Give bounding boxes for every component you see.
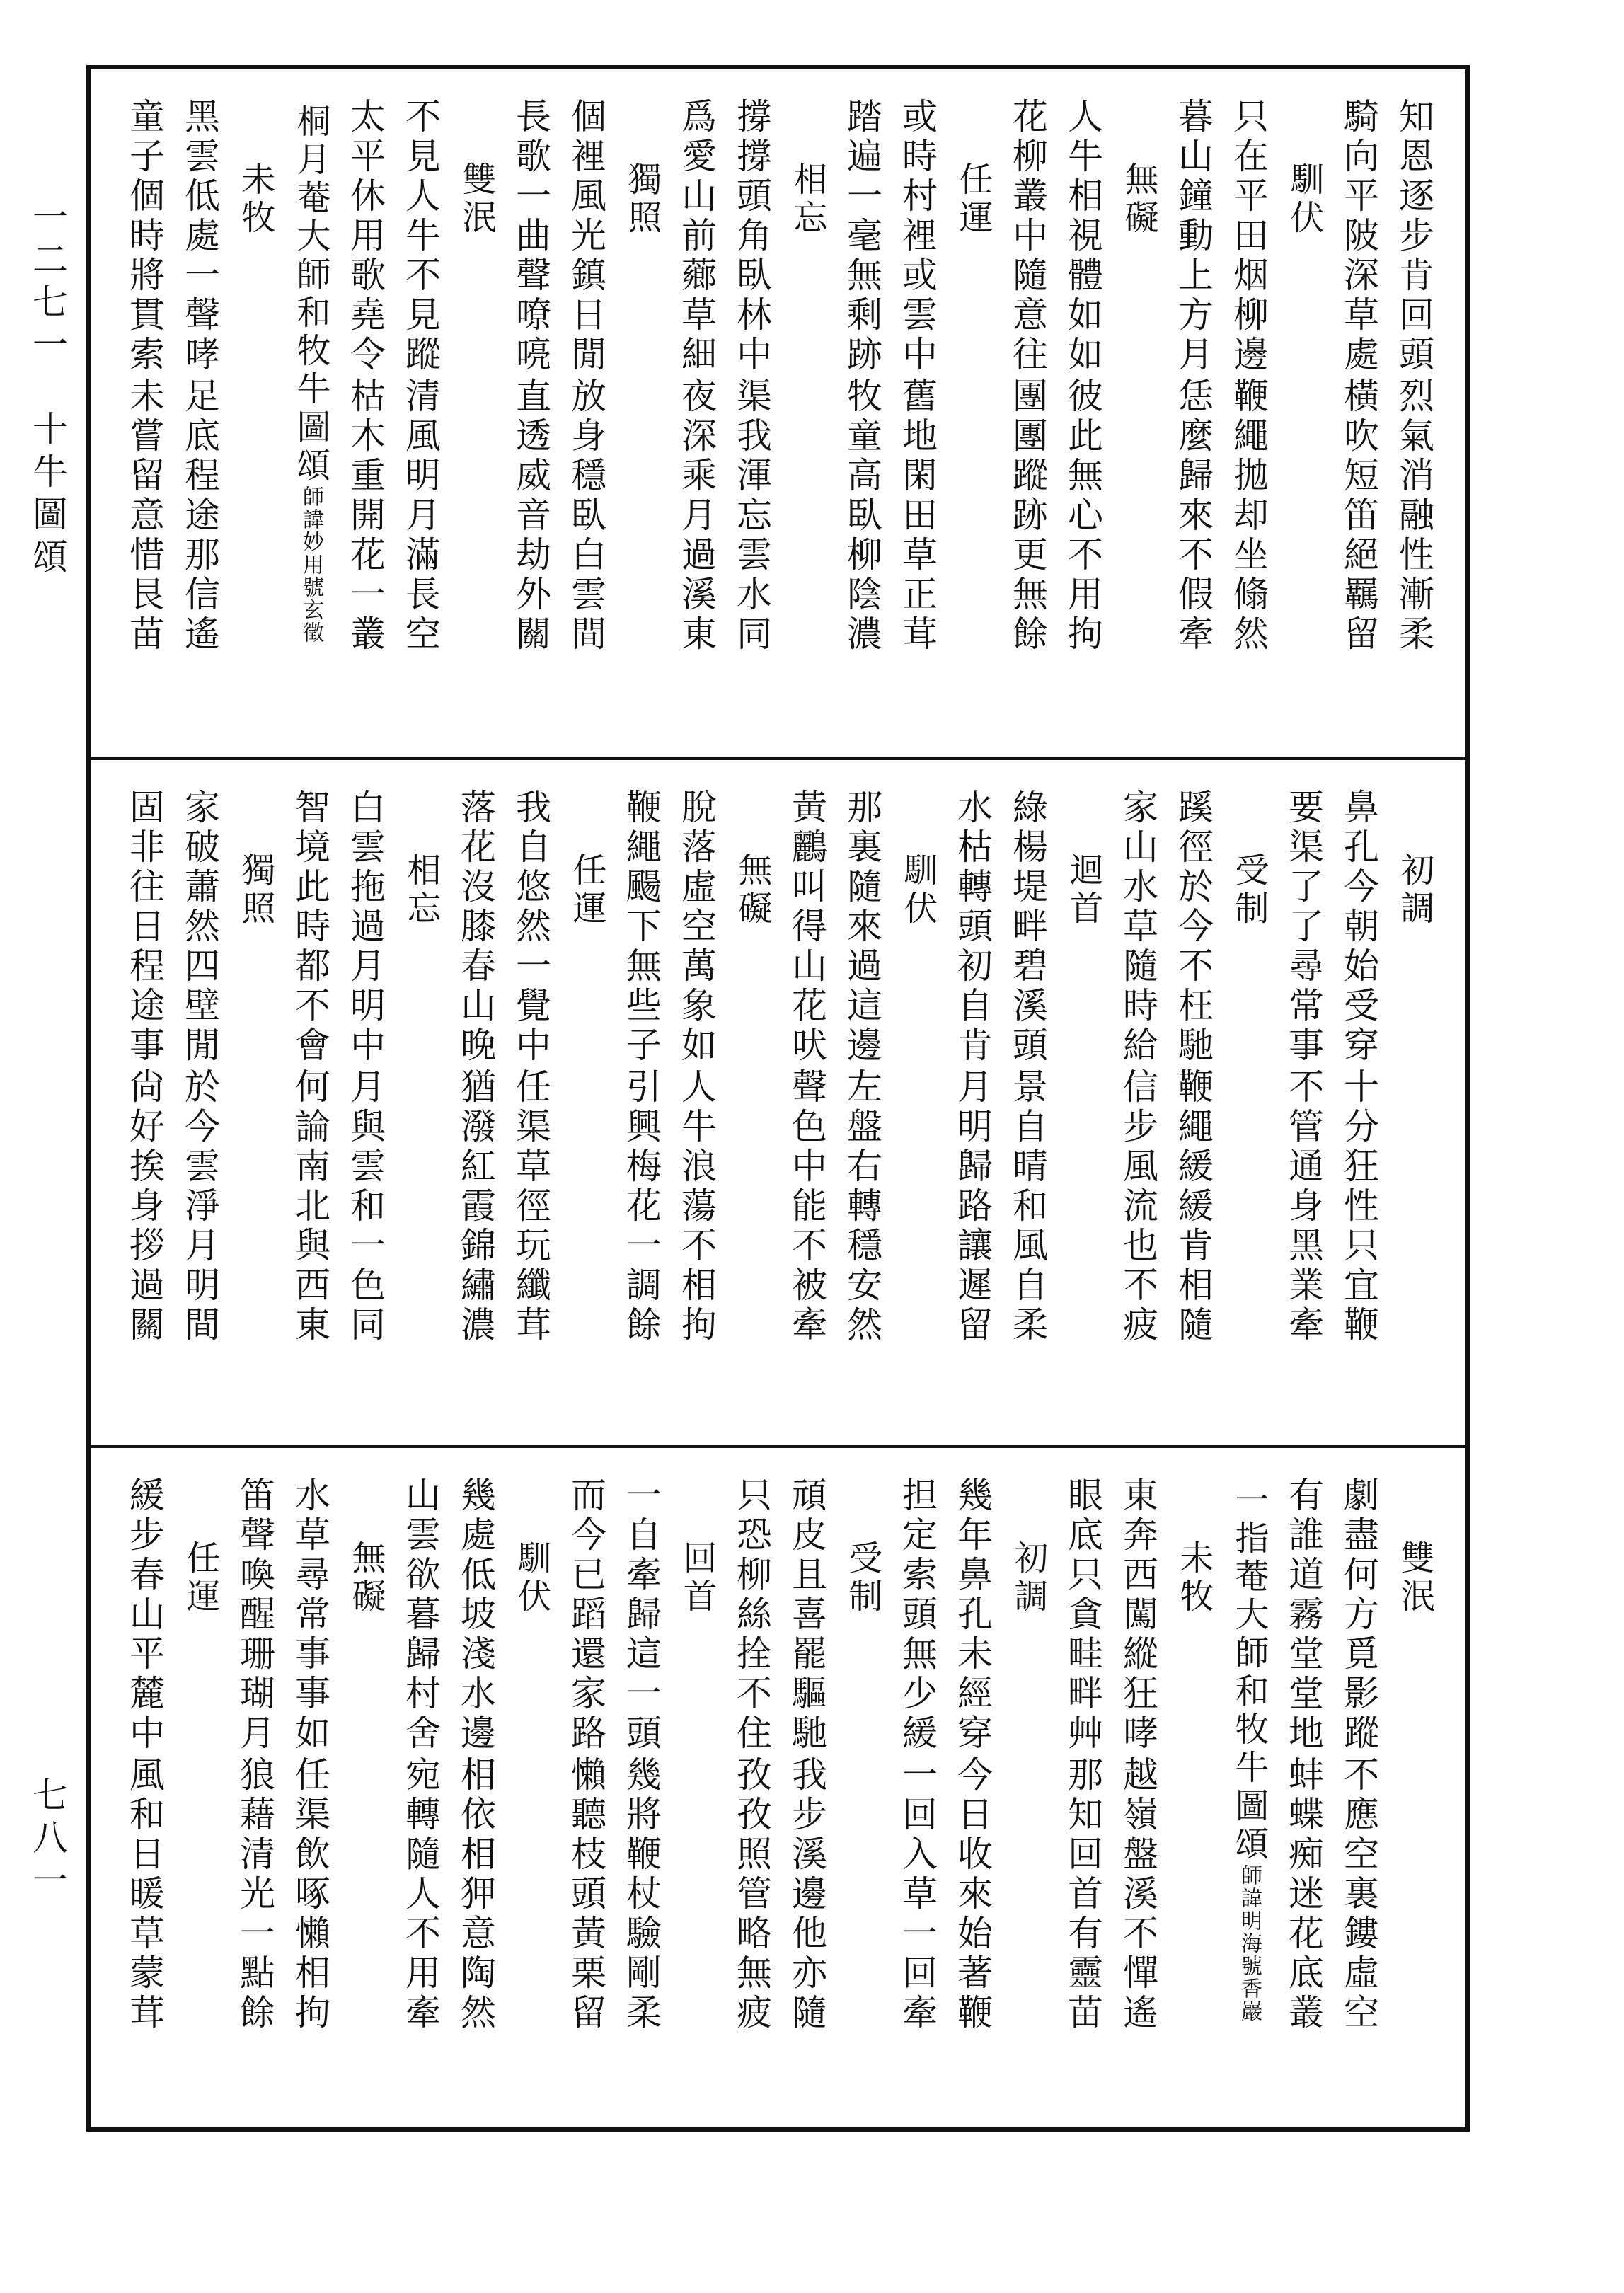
verse-column — [1006, 98, 1048, 720]
verse-line: 團團蹤跡更無餘 — [1007, 377, 1048, 655]
verse-column — [1337, 788, 1379, 1411]
section-heading — [895, 852, 938, 929]
register-top — [91, 69, 1465, 757]
heading-text: 任運 — [953, 161, 993, 238]
verse-line: 暮山鐘動上方月 — [1173, 98, 1214, 375]
text-frame — [86, 65, 1470, 2132]
verse-column — [619, 788, 662, 1411]
section-heading — [343, 1540, 386, 1616]
verse-column — [950, 788, 993, 1411]
verse-column — [454, 788, 496, 1411]
section-heading — [1006, 1540, 1048, 1616]
verse-line: 落花沒膝春山晚 — [455, 788, 496, 1066]
verse-column — [343, 98, 386, 720]
verse-line: 聲色中能不被牽 — [786, 1068, 827, 1345]
verse-line: 尙好挨身拶過關 — [124, 1068, 165, 1345]
verse-line: 或時村裡或雲中 — [897, 98, 938, 375]
verse-line: 只在平田烟柳邊 — [1228, 98, 1269, 375]
verse-line: 相依相狎意陶然 — [455, 1756, 496, 2033]
section-heading — [1171, 1540, 1214, 1616]
verse-line: 夜深乘月過溪東 — [676, 377, 717, 655]
verse-column — [178, 98, 220, 720]
verse-line: 鞭繩緩緩肯相隨 — [1173, 1068, 1214, 1345]
verse-line: 那裏隨來過這邊 — [841, 788, 882, 1066]
verse-column — [730, 98, 772, 720]
heading-text: 初調 — [1395, 852, 1434, 929]
verse-column — [1006, 788, 1048, 1411]
verse-line: 個裡風光鎮日閒 — [565, 98, 606, 375]
verse-column — [233, 1476, 275, 2099]
verse-line: 家破蕭然四壁閒 — [179, 788, 220, 1066]
verse-line: 景自晴和風自柔 — [1007, 1068, 1048, 1345]
verse-line: 固非往日程途事 — [124, 788, 165, 1066]
verse-line: 信步風流也不疲 — [1117, 1068, 1158, 1345]
verse-line: 舊地閑田草正茸 — [897, 377, 938, 655]
verse-column — [1171, 98, 1214, 720]
verse-line: 担定索頭無少緩 — [897, 1476, 938, 1754]
verse-line: 未嘗留意惜艮苗 — [124, 377, 165, 655]
verse-line: 家山水草隨時給 — [1117, 788, 1158, 1066]
verse-line: 宛轉隨人不用牽 — [400, 1756, 441, 2033]
section-heading — [674, 1540, 717, 1616]
verse-line: 鞭繩颺下無些子 — [621, 788, 662, 1066]
verse-line: 懶聽枝頭黃栗留 — [565, 1756, 606, 2033]
verse-line: 緩步春山平麓中 — [124, 1476, 165, 1754]
verse-line: 黑雲低處一聲哮 — [179, 98, 220, 375]
verse-column — [122, 1476, 165, 2099]
section-heading — [233, 852, 275, 929]
verse-line: 足底程途那信遙 — [179, 377, 220, 655]
heading-text: 馴伏 — [512, 1540, 551, 1616]
verse-column — [785, 1476, 827, 2099]
volume-page-label: 一二七一 十牛圖頌 — [27, 198, 68, 580]
verse-line: 橫吹短笛絕羈留 — [1338, 377, 1379, 655]
verse-column — [730, 1476, 772, 2099]
verse-line: 要渠了了尋常事 — [1283, 788, 1324, 1066]
heading-text: 獨照 — [236, 852, 275, 929]
heading-text: 任運 — [567, 852, 606, 929]
verse-line: 人牛相視體如如 — [1062, 98, 1103, 375]
verse-line: 引興梅花一調餘 — [621, 1068, 662, 1345]
heading-text: 任運 — [180, 1540, 220, 1616]
verse-line: 月明歸路讓遲留 — [952, 1068, 993, 1345]
heading-text: 初調 — [1008, 1540, 1048, 1616]
heading-text: 相忘 — [788, 161, 827, 238]
section-heading — [1392, 1540, 1432, 1616]
section-heading — [509, 1540, 551, 1616]
verse-line: 任渠草徑玩纖茸 — [510, 1068, 551, 1345]
section-heading — [288, 103, 328, 644]
verse-line: 長歌一曲聲嘹喨 — [510, 98, 551, 375]
heading-text: 迴首 — [1064, 852, 1103, 929]
verse-column — [178, 788, 220, 1411]
verse-line: 頑皮且喜罷驅馳 — [786, 1476, 827, 1754]
section-heading — [950, 161, 993, 238]
verse-line: 脫落虛空萬象如 — [676, 788, 717, 1066]
verse-column — [1061, 98, 1103, 720]
section-heading — [233, 161, 275, 238]
verse-column — [840, 98, 880, 720]
verse-line: 一回入草一回牽 — [897, 1756, 938, 2033]
heading-text: 無礙 — [1119, 161, 1158, 238]
heading-text: 獨照 — [622, 161, 662, 238]
section-heading — [1282, 161, 1324, 238]
verse-line: 我步溪邊他亦隨 — [786, 1756, 827, 2033]
verse-column — [398, 98, 441, 720]
heading-text: 相忘 — [401, 852, 441, 929]
verse-column — [564, 98, 604, 720]
verse-line: 東奔西闖縱狂哮 — [1117, 1476, 1158, 1754]
section-heading — [398, 852, 441, 929]
section-heading — [785, 161, 827, 238]
verse-column — [509, 98, 551, 720]
verse-line: 蚌蝶痴迷花底叢 — [1283, 1756, 1324, 2033]
verse-column — [674, 788, 717, 1411]
verse-line: 於今雲淨月明間 — [179, 1068, 220, 1345]
verse-line: 綠楊堤畔碧溪頭 — [1007, 788, 1048, 1066]
verse-line: 何論南北與西東 — [289, 1068, 330, 1345]
verse-line: 不見人牛不見蹤 — [400, 98, 441, 375]
verse-line: 童子個時將貫索 — [124, 98, 165, 375]
verse-line: 不應空裏鏤虛空 — [1338, 1756, 1379, 2033]
verse-column — [288, 1476, 328, 2099]
verse-line: 今日收來始著鞭 — [952, 1756, 993, 2033]
verse-line: 人牛浪蕩不相拘 — [676, 1068, 717, 1345]
verse-line: 渠我渾忘雲水同 — [731, 377, 772, 655]
verse-line: 猶潑紅霞錦繡濃 — [455, 1068, 496, 1345]
verse-column — [1282, 1476, 1324, 2099]
register-middle — [91, 760, 1465, 1445]
heading-text: 回首 — [677, 1540, 717, 1616]
verse-line: 月與雲和一色同 — [345, 1068, 386, 1345]
verse-line: 狼藉清光一點餘 — [234, 1756, 275, 2033]
verse-line: 水草尋常事事如 — [289, 1476, 330, 1754]
verse-line: 彼此無心不用拘 — [1062, 377, 1103, 655]
verse-column — [1337, 1476, 1379, 2099]
verse-line: 越嶺盤溪不憚遙 — [1117, 1756, 1158, 2033]
verse-line: 風和日暖草蒙茸 — [124, 1756, 165, 2033]
verse-line: 直透威音劫外關 — [510, 377, 551, 655]
section-heading — [1116, 161, 1156, 238]
heading-text: 未牧 — [1174, 1540, 1214, 1616]
verse-line: 幾將鞭杖驗剛柔 — [621, 1756, 662, 2033]
verse-column — [1171, 788, 1214, 1411]
heading-text: 受制 — [1229, 852, 1269, 929]
verse-line: 幾年鼻孔未經穿 — [952, 1476, 993, 1754]
verse-line: 撐撐頭角臥林中 — [731, 98, 772, 375]
verse-line: 鼻孔今朝始受穿 — [1338, 788, 1379, 1066]
verse-line: 山雲欲暮歸村舍 — [400, 1476, 441, 1754]
heading-text: 無礙 — [346, 1540, 386, 1616]
verse-column — [398, 1476, 441, 2099]
verse-line: 左盤右轉穩安然 — [841, 1068, 882, 1345]
verse-line: 笛聲喚醒珊瑚月 — [234, 1476, 275, 1754]
verse-line: 任渠飲啄懶相拘 — [289, 1756, 330, 2033]
verse-column — [454, 1476, 496, 2099]
verse-line: 騎向平陂深草處 — [1338, 98, 1379, 375]
verse-column — [1226, 98, 1269, 720]
verse-column — [122, 98, 165, 720]
verse-column — [785, 788, 827, 1411]
verse-line: 幾處低坡淺水邊 — [455, 1476, 496, 1754]
verse-line: 不管通身黑業牽 — [1283, 1068, 1324, 1345]
verse-line: 枯木重開花一叢 — [345, 377, 386, 655]
verse-line: 那知回首有靈苗 — [1062, 1756, 1103, 2033]
author-note: 師諱妙用號玄徵 — [299, 485, 323, 644]
heading-text: 一指菴大師和牧牛圖頌 — [1229, 1482, 1269, 1864]
verse-line: 太平休用歌堯令 — [345, 98, 386, 375]
verse-column — [564, 1476, 604, 2099]
verse-line: 水枯轉頭初自肯 — [952, 788, 993, 1066]
heading-text: 馴伏 — [898, 852, 938, 929]
verse-line: 孜孜照管略無疲 — [731, 1756, 772, 2033]
verse-column — [1392, 98, 1432, 720]
verse-column — [895, 98, 938, 720]
verse-line: 劇盡何方覓影蹤 — [1338, 1476, 1379, 1754]
verse-line: 花柳叢中隨意往 — [1007, 98, 1048, 375]
section-heading — [178, 1540, 220, 1616]
verse-column — [950, 1476, 993, 2099]
section-heading — [564, 852, 604, 929]
verse-column — [122, 788, 165, 1411]
verse-column — [1116, 788, 1156, 1411]
page-number: 七八一 — [27, 1776, 68, 1904]
verse-line: 只恐柳絲拴不住 — [731, 1476, 772, 1754]
verse-column — [674, 98, 717, 720]
verse-line: 十分狂性只宜鞭 — [1338, 1068, 1379, 1345]
verse-column — [619, 1476, 662, 2099]
verse-column — [509, 788, 551, 1411]
verse-line: 鞭繩拋却坐翛然 — [1228, 377, 1269, 655]
heading-text: 馴伏 — [1284, 161, 1324, 238]
verse-line: 我自悠然一覺中 — [510, 788, 551, 1066]
verse-line: 白雲拖過月明中 — [345, 788, 386, 1066]
verse-column — [895, 1476, 938, 2099]
section-heading — [1392, 852, 1432, 929]
verse-column — [1282, 788, 1324, 1411]
register-bottom — [91, 1448, 1465, 2127]
section-heading — [1061, 852, 1103, 929]
verse-line: 有誰道霧堂堂地 — [1283, 1476, 1324, 1754]
author-note: 師諱明海號香巖 — [1237, 1864, 1262, 2023]
verse-column — [1116, 1476, 1156, 2099]
verse-column — [288, 788, 328, 1411]
verse-line: 放身穩臥白雲間 — [565, 377, 606, 655]
verse-line: 知恩逐步肯回頭 — [1393, 98, 1434, 375]
verse-line: 爲愛山前薌草細 — [676, 98, 717, 375]
verse-line: 牧童高臥柳陰濃 — [841, 377, 882, 655]
verse-line: 黃鸝叫得山花吠 — [786, 788, 827, 1066]
verse-line: 一自牽歸這一頭 — [621, 1476, 662, 1754]
verse-line: 清風明月滿長空 — [400, 377, 441, 655]
verse-column — [840, 788, 880, 1411]
heading-text: 桐月菴大師和牧牛圖頌 — [291, 103, 330, 485]
heading-text: 雙泯 — [1395, 1540, 1434, 1616]
verse-line: 眼底只貪畦畔艸 — [1062, 1476, 1103, 1754]
verse-line: 蹊徑於今不枉馳 — [1173, 788, 1214, 1066]
heading-text: 受制 — [843, 1540, 882, 1616]
verse-column — [1337, 98, 1379, 720]
section-heading — [840, 1540, 880, 1616]
heading-text: 雙泯 — [456, 161, 496, 238]
verse-column — [1061, 1476, 1103, 2099]
verse-line: 恁麼歸來不假牽 — [1173, 377, 1214, 655]
verse-column — [343, 788, 386, 1411]
verse-line: 而今已蹈還家路 — [565, 1476, 606, 1754]
heading-text: 無礙 — [732, 852, 772, 929]
section-heading — [619, 161, 662, 238]
verse-line: 智境此時都不會 — [289, 788, 330, 1066]
section-heading — [1226, 852, 1269, 929]
section-heading — [730, 852, 772, 929]
verse-line: 踏遍一毫無剩跡 — [841, 98, 882, 375]
section-heading — [1226, 1482, 1269, 2023]
section-heading — [454, 161, 496, 238]
verse-line: 烈氣消融性漸柔 — [1393, 377, 1434, 655]
heading-text: 未牧 — [236, 161, 275, 238]
